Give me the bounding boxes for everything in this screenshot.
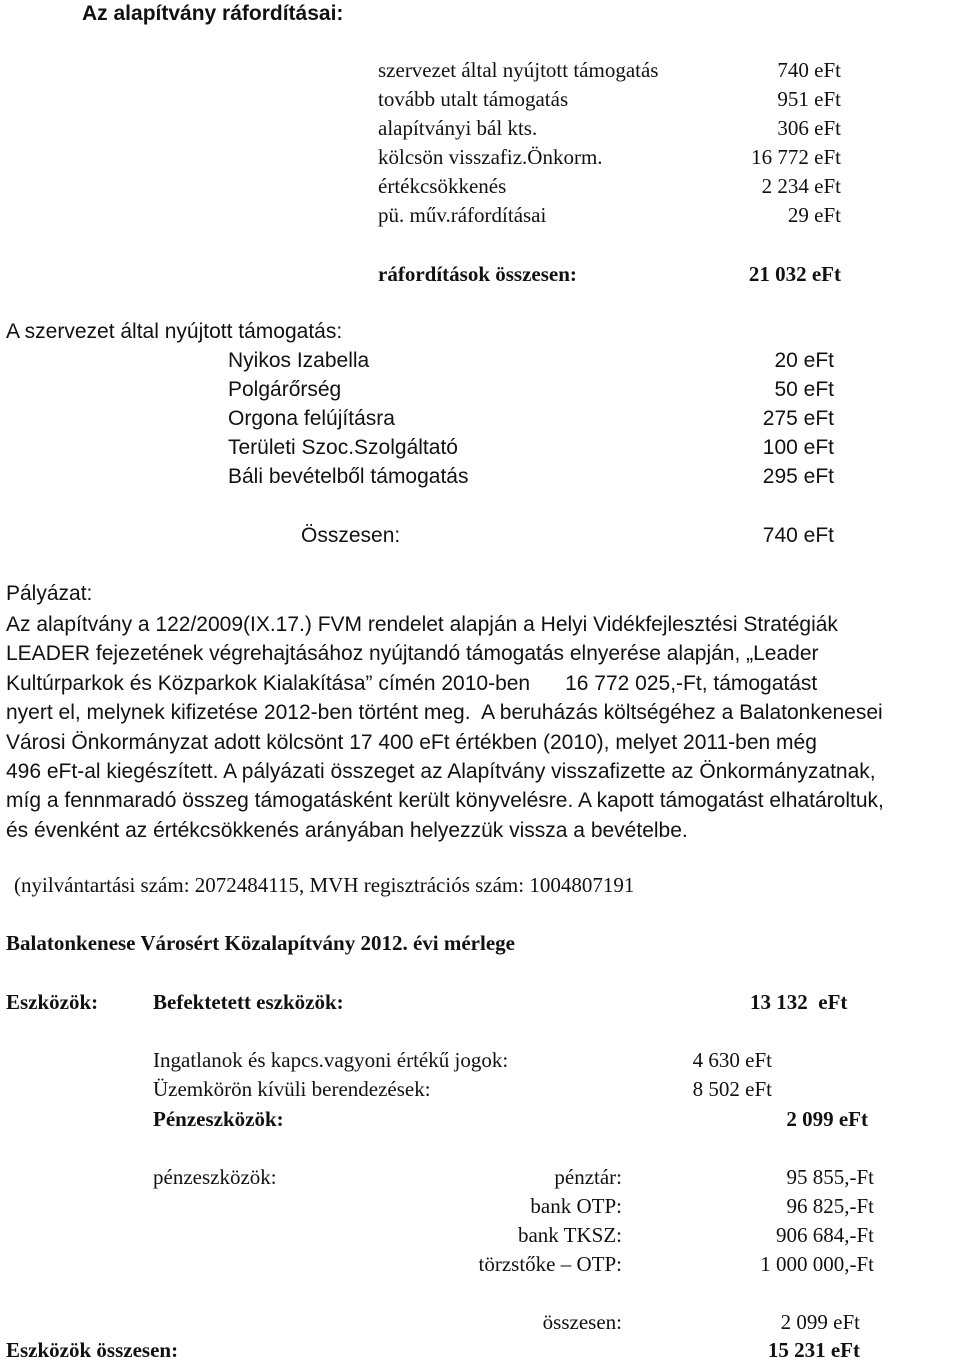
- expense-label: alapítványi bál kts.: [378, 116, 538, 140]
- expense-label: értékcsökkenés: [378, 174, 507, 198]
- cash-item-value: 96 825,-Ft: [786, 1194, 874, 1218]
- cash-item-label: törzstőke – OTP:: [478, 1252, 622, 1276]
- fixed-asset-label: Üzemkörön kívüli berendezések:: [153, 1077, 431, 1101]
- support-total-value: 740 eFt: [762, 524, 834, 547]
- cash-item-value: 1 000 000,-Ft: [760, 1252, 874, 1276]
- paragraph-line: nyert el, melynek kifizetése 2012-ben történt meg. A beruházás költségéhez a Balatonkenesei: [6, 701, 883, 725]
- balance-title: Balatonkenese Városért Közalapítvány 2012. évi mérlege: [6, 931, 515, 955]
- cash-label: Pénzeszközök:: [153, 1107, 284, 1131]
- expense-value: 951 eFt: [777, 87, 841, 111]
- cash-item-label: bank TKSZ:: [517, 1223, 622, 1247]
- fixed-assets-value: 13 132 eFt: [750, 990, 848, 1014]
- fixed-asset-value: 8 502 eFt: [692, 1077, 772, 1101]
- cash-item-value: 95 855,-Ft: [786, 1165, 874, 1189]
- registration-note: (nyilvántartási szám: 2072484115, MVH regisztrációs szám: 1004807191: [14, 873, 635, 897]
- tender-title: Pályázat:: [6, 582, 93, 605]
- paragraph-line: míg a fennmaradó összeg támogatásként került könyvelésre. A kapott támogatást elhatároltuk,: [6, 789, 884, 813]
- expenses-total-label: ráfordítások összesen:: [378, 262, 577, 286]
- support-value: 50 eFt: [774, 378, 834, 401]
- cash-total-label: összesen:: [542, 1310, 622, 1334]
- cash-total-value: 2 099 eFt: [780, 1310, 860, 1334]
- paragraph-line: Az alapítvány a 122/2009(IX.17.) FVM rendelet alapján a Helyi Vidékfejlesztési Stratégiák: [6, 613, 838, 636]
- cash-value: 2 099 eFt: [786, 1107, 868, 1131]
- paragraph-line: Kultúrparkok és Közparkok Kialakítása” címén 2010-ben 16 772 025,-Ft, támogatást: [6, 671, 818, 695]
- support-title: A szervezet által nyújtott támogatás:: [6, 320, 343, 343]
- cash-item-label: bank OTP:: [530, 1194, 622, 1218]
- page-heading: Az alapítvány ráfordításai:: [82, 2, 344, 25]
- support-total-label: Összesen:: [301, 524, 401, 547]
- assets-total-label: Eszközök összesen:: [6, 1338, 179, 1362]
- support-label: Polgárőrség: [228, 378, 342, 401]
- support-value: 100 eFt: [762, 436, 834, 459]
- cash-item-value: 906 684,-Ft: [775, 1223, 874, 1247]
- expense-value: 29 eFt: [787, 203, 841, 227]
- fixed-asset-label: Ingatlanok és kapcs.vagyoni értékű jogok:: [153, 1048, 509, 1072]
- assets-total-value: 15 231 eFt: [767, 1338, 860, 1362]
- expense-label: pü. műv.ráfordításai: [378, 203, 547, 227]
- expense-value: 740 eFt: [777, 58, 841, 82]
- expense-value: 306 eFt: [777, 116, 841, 140]
- fixed-assets-label: Befektetett eszközök:: [153, 990, 344, 1014]
- expense-value: 16 772 eFt: [751, 145, 841, 169]
- expense-value: 2 234 eFt: [761, 174, 841, 198]
- cash-group-label: pénzeszközök:: [153, 1165, 277, 1189]
- expense-label: szervezet által nyújtott támogatás: [378, 58, 659, 82]
- paragraph-line: LEADER fejezetének végrehajtásához nyújtandó támogatás elnyerése alapján, „Leader: [6, 642, 819, 666]
- support-label: Nyikos Izabella: [228, 349, 370, 372]
- paragraph-line: és évenként az értékcsökkenés arányában helyezzük vissza a bevételbe.: [6, 818, 688, 842]
- expense-label: kölcsön visszafiz.Önkorm.: [378, 145, 603, 169]
- tender-paragraph: [6, 610, 956, 845]
- support-value: 20 eFt: [774, 349, 834, 372]
- support-value: 275 eFt: [762, 407, 834, 430]
- expenses-total-value: 21 032 eFt: [748, 262, 841, 286]
- support-label: Orgona felújításra: [228, 407, 395, 430]
- fixed-asset-value: 4 630 eFt: [692, 1048, 772, 1072]
- support-label: Báli bevételből támogatás: [228, 465, 469, 488]
- assets-label: Eszközök:: [6, 990, 99, 1014]
- support-label: Területi Szoc.Szolgáltató: [228, 436, 458, 459]
- cash-item-label: pénztár:: [554, 1165, 622, 1189]
- support-value: 295 eFt: [762, 465, 834, 488]
- paragraph-line: 496 eFt-al kiegészített. A pályázati összeget az Alapítvány visszafizette az Önkormányzatnak,: [6, 760, 876, 784]
- expense-label: tovább utalt támogatás: [378, 87, 569, 111]
- paragraph-line: Városi Önkormányzat adott kölcsönt 17 400 eFt értékben (2010), melyet 2011-ben még: [6, 730, 817, 754]
